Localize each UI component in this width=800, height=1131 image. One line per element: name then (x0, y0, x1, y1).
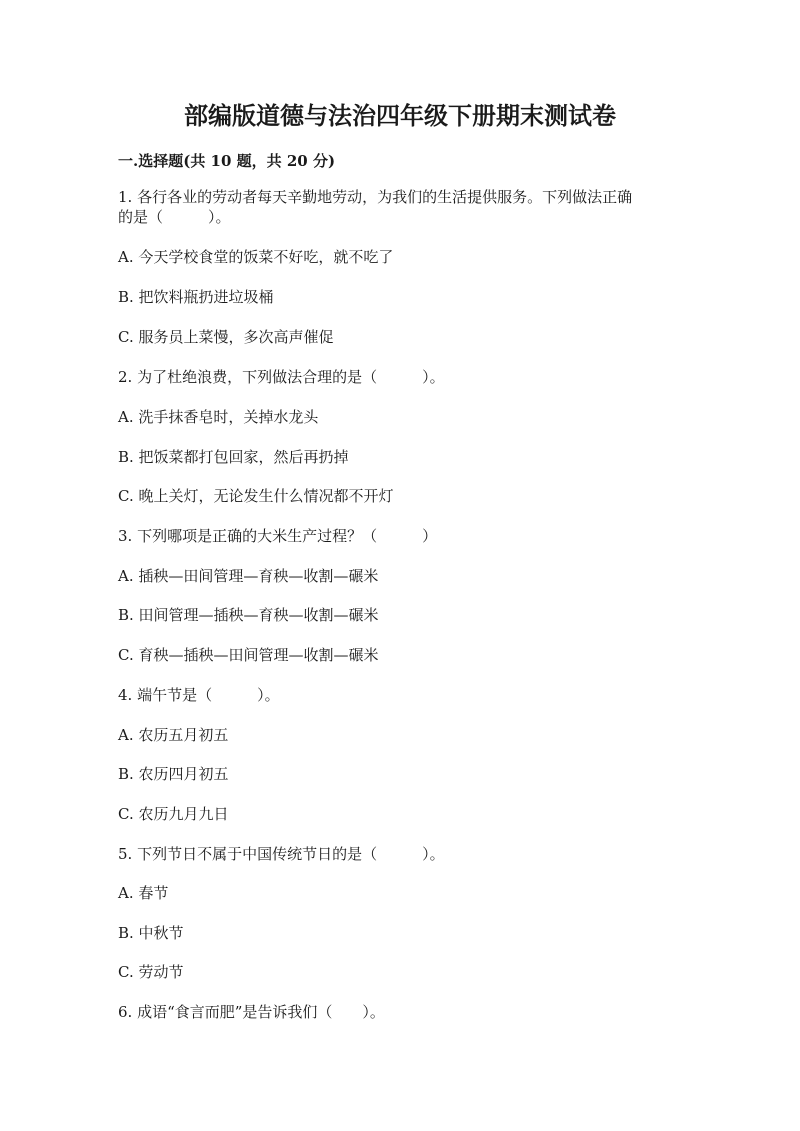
question-3-option-c: C. 育秧—插秧—田间管理—收割—碾米 (118, 646, 379, 664)
question-4-option-a: A. 农历五月初五 (118, 726, 229, 744)
question-2-option-b: B. 把饭菜都打包回家，然后再扔掉 (118, 448, 349, 466)
question-4-option-c: C. 农历九月九日 (118, 805, 229, 823)
question-2-option-a: A. 洗手抹香皂时，关掉水龙头 (118, 408, 319, 426)
question-3-option-b: B. 田间管理—插秧—育秧—收割—碾米 (118, 606, 379, 624)
question-1-stem-line-2: 的是（ ）。 (118, 208, 231, 226)
question-5-option-b: B. 中秋节 (118, 924, 184, 942)
question-5-option-c: C. 劳动节 (118, 963, 184, 981)
question-1-option-a: A. 今天学校食堂的饭菜不好吃，就不吃了 (118, 248, 394, 266)
question-3-option-a: A. 插秧—田间管理—育秧—收割—碾米 (118, 567, 379, 585)
question-1-option-c: C. 服务员上菜慢，多次高声催促 (118, 328, 334, 346)
question-4-stem: 4. 端午节是（ ）。 (118, 686, 280, 704)
question-1-option-b: B. 把饮料瓶扔进垃圾桶 (118, 288, 274, 306)
question-6-stem: 6. 成语“食言而肥”是告诉我们（ ）。 (118, 1003, 385, 1021)
question-5-stem: 5. 下列节日不属于中国传统节日的是（ ）。 (118, 845, 445, 863)
section-heading: 一.选择题(共 10 题，共 20 分) (118, 152, 336, 170)
question-3-stem: 3. 下列哪项是正确的大米生产过程？（ ） (118, 527, 438, 545)
question-1-stem-line-1: 1. 各行各业的劳动者每天辛勤地劳动，为我们的生活提供服务。下列做法正确 (118, 188, 633, 206)
question-5-option-a: A. 春节 (118, 884, 169, 902)
question-2-option-c: C. 晚上关灯，无论发生什么情况都不开灯 (118, 487, 394, 505)
question-2-stem: 2. 为了杜绝浪费，下列做法合理的是（ ）。 (118, 368, 445, 386)
page-title: 部编版道德与法治四年级下册期末测试卷 (184, 101, 616, 130)
question-4-option-b: B. 农历四月初五 (118, 765, 229, 783)
